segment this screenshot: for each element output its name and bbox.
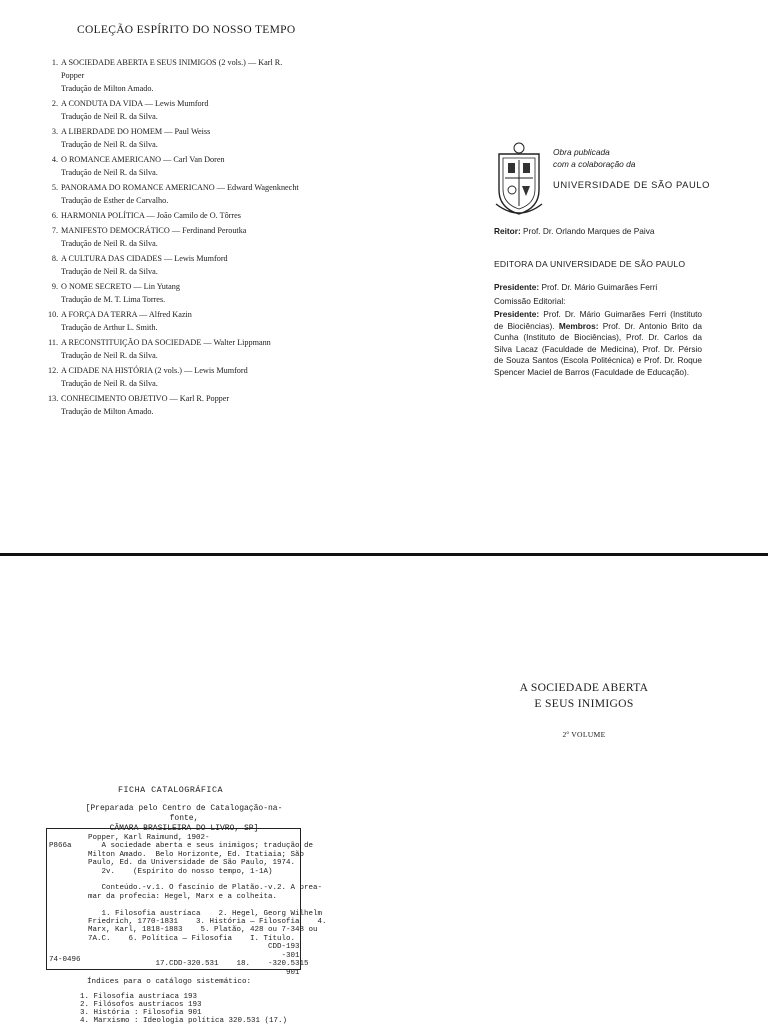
collection-item [48, 97, 303, 123]
index-item: 4. Marxismo : Ideologia política 320.531 (17.) [80, 1017, 288, 1025]
reitor-line: Reitor: Prof. Dr. Orlando Marques de Paiva [494, 226, 655, 236]
call-number: P866a [49, 842, 72, 850]
collection-item-translation: Tradução de Neil R. da Silva. [61, 379, 158, 388]
index-item: 1. Filosofia austríaca 193 [80, 993, 198, 1001]
ficha-title: FICHA CATALOGRÁFICA [118, 785, 223, 795]
collection-item [48, 252, 303, 278]
collection-item-title: A RECONSTITUIÇÃO DA SOCIEDADE — Walter Lippmann [61, 338, 271, 347]
published-with-note: Obra publicada com a colaboração da [553, 147, 636, 169]
collection-item-title: HARMONIA POLÍTICA — João Camilo de O. Tôrres [61, 211, 241, 220]
collection-item-number: 9. [51, 282, 58, 291]
collection-item-number: 2. [51, 99, 58, 108]
collection-item-translation: Tradução de Esther de Carvalho. [61, 196, 169, 205]
collection-item-number: 5. [51, 183, 58, 192]
book-title: A SOCIEDADE ABERTA E SEUS INIMIGOS [519, 681, 649, 710]
collection-item-translation: Tradução de Neil R. da Silva. [61, 351, 158, 360]
collection-item-title: CONHECIMENTO OBJETIVO — Karl R. Popper [61, 394, 230, 403]
collection-item-number: 6. [51, 211, 58, 220]
presidente-line: Presidente: Prof. Dr. Mário Guimarães Ferri [494, 282, 658, 292]
collection-item [48, 153, 303, 179]
collection-item [48, 392, 303, 418]
collection-item-number: 1. [51, 58, 58, 67]
collection-item-translation: Tradução de Neil R. da Silva. [61, 168, 158, 177]
collection-item-title: O ROMANCE AMERICANO — Carl Van Doren [61, 155, 225, 164]
collection-item-translation: Tradução de Milton Amado. [61, 407, 154, 416]
collection-item [48, 364, 303, 390]
collection-item-title: A CIDADE NA HISTÓRIA (2 vols.) — Lewis Mumford [61, 366, 248, 375]
card-number: 74-0496 [49, 956, 81, 964]
comissao-members: Presidente: Prof. Dr. Mário Guimarães Ferri (Instituto de Biociências). Membros: Prof. Dr. Antonio Brito da Cunha (Instituto de Biociências), Prof. Dr. Carlos da Silva Lacaz (Faculdade de Medicina), Prof. Dr. Pérsio de Souza Santos (Escola Politécnica) e Prof. Dr. Roque Spencer Maciel de Barros (Faculdade de Educação). [494, 309, 703, 377]
editora-title: EDITORA DA UNIVERSIDADE DE SÃO PAULO [494, 259, 686, 269]
collection-item-title: O NOME SECRETO — Lin Yutang [61, 282, 180, 291]
collection-item-number: 4. [51, 155, 58, 164]
collection-item [48, 56, 303, 95]
collection-item-translation: Tradução de Arthur L. Smith. [61, 323, 158, 332]
collection-item [48, 209, 303, 222]
collection-item-title: MANIFESTO DEMOCRÁTICO — Ferdinand Peroutka [61, 226, 247, 235]
collection-item [48, 224, 303, 250]
collection-item-translation: Tradução de Neil R. da Silva. [61, 140, 158, 149]
collection-item-number: 7. [51, 226, 58, 235]
collection-item-title: A FORÇA DA TERRA — Alfred Kazin [61, 310, 192, 319]
collection-item [48, 181, 303, 207]
collection-item-title: A CONDUTA DA VIDA — Lewis Mumford [61, 99, 209, 108]
page-divider [0, 553, 768, 556]
collection-item-number: 12. [48, 366, 59, 375]
collection-item-number: 11. [48, 338, 58, 347]
collection-item-translation: Tradução de M. T. Lima Torres. [61, 295, 166, 304]
collection-item-translation: Tradução de Neil R. da Silva. [61, 267, 158, 276]
collection-item-title: A SOCIEDADE ABERTA E SEUS INIMIGOS (2 vols.) — Karl R. Popper [61, 58, 283, 80]
index-title: Índices para o catálogo sistemático: [87, 978, 252, 986]
collection-item-title: A LIBERDADE DO HOMEM — Paul Weiss [61, 127, 211, 136]
collection-title: COLEÇÃO ESPÍRITO DO NOSSO TEMPO [77, 24, 296, 36]
collection-item-number: 10. [48, 310, 59, 319]
index-list [80, 993, 287, 1025]
collection-item-translation: Tradução de Neil R. da Silva. [61, 112, 158, 121]
index-item: 3. História : Filosofia 901 [80, 1009, 202, 1017]
collection-item-number: 8. [51, 254, 58, 263]
collection-item-title: PANORAMA DO ROMANCE AMERICANO — Edward Wagenknecht [61, 183, 299, 192]
collection-item-title: A CULTURA DAS CIDADES — Lewis Mumford [61, 254, 228, 263]
university-seal-icon [494, 142, 544, 217]
collection-item [48, 308, 303, 334]
university-name: UNIVERSIDADE DE SÃO PAULO [553, 179, 711, 190]
collection-item [48, 336, 303, 362]
collection-list [48, 56, 303, 420]
collection-item-translation: Tradução de Milton Amado. [61, 84, 154, 93]
collection-item-number: 13. [48, 394, 59, 403]
volume-label: 2º VOLUME [562, 730, 606, 739]
catalog-card-text: Popper, Karl Raimund, 1902- A sociedade aberta e seus inimigos; tradução de Milton Amado. Belo Horizonte, Ed. Itatiaia; São Paulo, Ed. da Universidade de São Paulo, 1974. 2v. (Espírito do nosso tempo, 1-1A) Conteúdo.-v.1. O fascínio de Platão.-v.2. A prea- mar da profecia: Hegel, Marx e a colheita. 1. Filosofia austríaca 2. Hegel, Georg Wilhelm Friedrich, 1770-1831 3. História — Filosofia 4. Marx, Karl, 1818-1883 5. Platão, 428 ou 7-348 ou 7A.C. 6. Política — Filosofia I. Título. CDD-193 -301 17.CDD-320.531 18. -320.5315 901 [88, 834, 327, 977]
collection-item [48, 280, 303, 306]
collection-item-translation: Tradução de Neil R. da Silva. [61, 239, 158, 248]
collection-item [48, 125, 303, 151]
ficha-subtitle: [Preparada pelo Centro de Catalogação-na-fonte, CÂMARA BRASILEIRA DO LIVRO, SP] [85, 804, 283, 833]
index-item: 2. Filósofos austríacos 193 [80, 1001, 202, 1009]
collection-item-number: 3. [51, 127, 58, 136]
comissao-editorial-label: Comissão Editorial: [494, 296, 566, 306]
